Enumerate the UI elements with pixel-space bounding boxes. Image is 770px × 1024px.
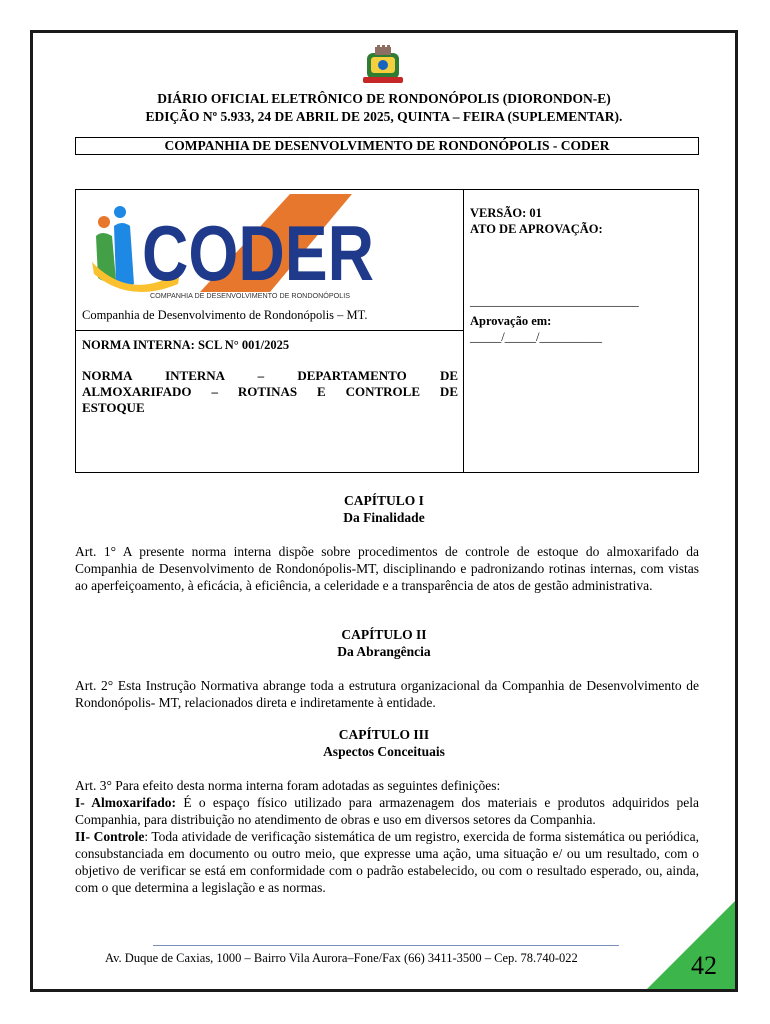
signature-line: ___________________________ — [470, 294, 639, 308]
footer-divider — [153, 945, 619, 946]
chapter-1-title: CAPÍTULO I — [344, 493, 424, 508]
meta-divider — [76, 330, 463, 331]
city-crest-icon — [361, 45, 405, 85]
coder-logo — [90, 192, 380, 300]
definition-almoxarifado — [75, 794, 699, 828]
company-title: COMPANHIA DE DESENVOLVIMENTO DE RONDONÓPOLIS - CODER — [75, 137, 699, 155]
chapter-1-subtitle: Da Finalidade — [343, 510, 425, 525]
norma-title-line-3: ESTOQUE — [82, 400, 145, 415]
footer-address: Av. Duque de Caxias, 1000 – Bairro Vila Aurora–Fone/Fax (66) 3411-3500 – Cep. 78.740-022 — [105, 951, 578, 965]
company-name: Companhia de Desenvolvimento de Rondonópolis – MT. — [82, 308, 368, 322]
versao: VERSÃO: 01 — [470, 206, 542, 220]
header-line-1: DIÁRIO OFICIAL ELETRÔNICO DE RONDONÓPOLIS (DIORONDON-E) — [157, 91, 611, 106]
date-line: _____/_____/__________ — [470, 330, 602, 344]
definition-1-text: É o espaço físico utilizado para armazenagem dos materiais e produtos adquiridos pela Companhia, para distribuição no atendimento de obras e uso em diversos setores da Companhia. — [75, 795, 699, 827]
definition-controle — [75, 828, 699, 896]
norma-meta-table — [75, 189, 699, 473]
norma-title-line-2: ALMOXARIFADO – ROTINAS E CONTROLE DE — [82, 384, 458, 399]
header-line-2: EDIÇÃO Nº 5.933, 24 DE ABRIL DE 2025, QUINTA – FEIRA (SUPLEMENTAR). — [145, 109, 623, 124]
definition-2-label: II- Controle — [75, 829, 145, 844]
chapter-2-title: CAPÍTULO II — [341, 627, 427, 642]
norma-title-line-1: NORMA INTERNA – DEPARTAMENTO DE — [82, 368, 458, 383]
logo-subtitle: COMPANHIA DE DESENVOLVIMENTO DE RONDONÓPOLIS — [150, 291, 350, 300]
aprovacao-label: Aprovação em: — [470, 314, 552, 328]
norma-meta-left — [76, 190, 464, 472]
chapter-3-subtitle: Aspectos Conceituais — [323, 744, 445, 759]
norma-meta-right — [464, 190, 698, 472]
chapter-3-title: CAPÍTULO III — [338, 727, 430, 742]
page-frame — [30, 30, 738, 992]
article-1: Art. 1° A presente norma interna dispõe sobre procedimentos de controle de estoque do almoxarifado da Companhia de Desenvolvimento de Rondonópolis-MT, disciplinando e padronizando rotinas internas, com vistas ao aperfeiçoamento, à eficácia, à eficiência, a celeridade e a transparência de atos de gestão administrativa. — [75, 544, 699, 593]
article-2: Art. 2° Esta Instrução Normativa abrange toda a estrutura organizacional da Companhia de Desenvolvimento de Rondonópolis- MT, relacionados direta e indiretamente à entidade. — [75, 678, 699, 710]
logo-wordmark: CODER — [142, 209, 374, 297]
chapter-2-subtitle: Da Abrangência — [337, 644, 431, 659]
article-3-intro: Art. 3° Para efeito desta norma interna foram adotadas as seguintes definições: — [75, 778, 501, 793]
definition-2-text: : Toda atividade de verificação sistemática de um registro, exercida de forma sistemática ou periódica, consubstanciada em documento ou outro meio, que expresse uma ação, uma situação e/ ou um resultado, com o objetivo de verificar se está em conformidade com o padrão estabelecido, ou com o resultado esperado, ou, ainda, com o que determina a legislação e as normas. — [75, 829, 699, 895]
ato-aprovacao: ATO DE APROVAÇÃO: — [470, 222, 603, 236]
article-3 — [75, 777, 699, 896]
page-number: 42 — [691, 951, 717, 980]
definition-1-label: I- Almoxarifado: — [75, 795, 177, 810]
norma-number: NORMA INTERNA: SCL N° 001/2025 — [82, 338, 290, 352]
